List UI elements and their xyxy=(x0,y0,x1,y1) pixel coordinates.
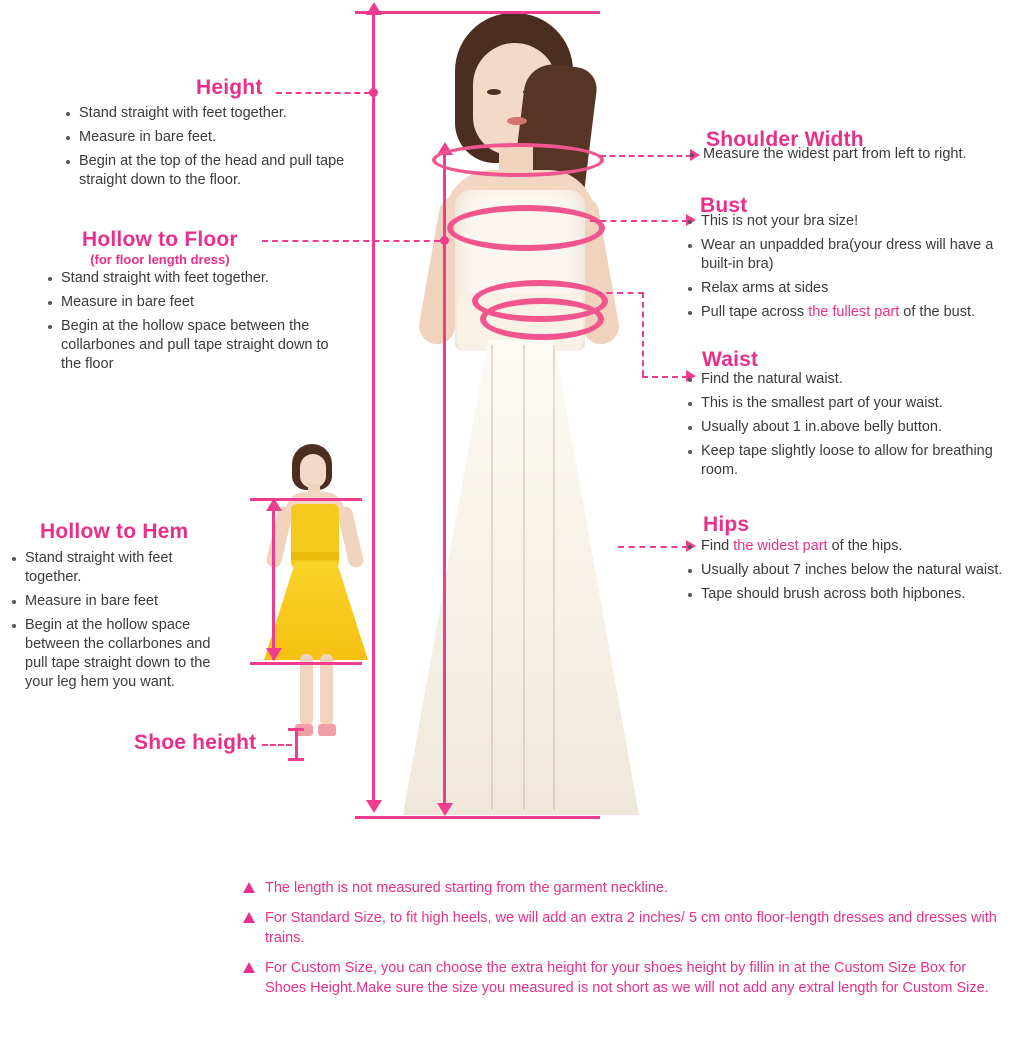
model-large-illustration xyxy=(395,5,665,835)
hips-tape xyxy=(480,298,604,340)
section-shoulder-width-list xyxy=(686,145,1006,169)
section-bust-heading: Bust xyxy=(700,194,748,217)
height-vertical-line xyxy=(372,14,375,804)
section-hips-list xyxy=(684,537,1014,609)
shoulder-width-callout-line xyxy=(600,155,692,157)
bust-item-text-prefix: Pull tape across xyxy=(701,304,809,320)
list-item: Find the natural waist. xyxy=(684,370,1014,389)
dress-skirt-shape xyxy=(403,340,639,815)
skirt-fold-shape xyxy=(523,345,525,810)
section-hollow-to-hem-list xyxy=(8,549,226,697)
skirt-fold-shape xyxy=(553,345,555,810)
eye-left-shape xyxy=(487,89,501,95)
hollow-to-floor-callout-line xyxy=(262,240,440,242)
list-item: Measure in bare feet xyxy=(44,293,334,312)
waist-callout-line-v xyxy=(642,292,644,376)
section-shoe-height xyxy=(134,731,256,755)
bust-tape xyxy=(447,205,605,251)
section-hips-heading: Hips xyxy=(703,513,750,536)
section-waist xyxy=(702,348,758,372)
list-item xyxy=(684,537,1014,556)
list-item: Begin at the hollow space between the collarbones and pull tape straight down to the your leg hem you want. xyxy=(8,616,226,692)
section-height-heading: Height xyxy=(196,76,263,99)
list-item: Begin at the top of the head and pull tape straight down to the floor. xyxy=(62,152,362,190)
hollow-to-hem-bottom-line xyxy=(250,662,362,665)
hips-item-text-suffix: of the hips. xyxy=(827,538,903,554)
section-hollow-to-floor-list xyxy=(44,269,334,379)
dress-belt-shape xyxy=(291,552,339,560)
hollow-to-hem-arrow-up xyxy=(266,498,282,511)
hollow-to-floor-arrow-down xyxy=(437,803,453,816)
list-item: Usually about 1 in.above belly button. xyxy=(684,418,1014,437)
skirt-fold-shape xyxy=(491,345,493,810)
shoe-height-bottom-tick xyxy=(288,758,304,761)
note-text: For Custom Size, you can choose the extra height for your shoes height by fillin in at the Custom Size Box for Shoes Height.Make sure the size you measured is not short as we will not add any extral length for Custom Size. xyxy=(265,960,989,996)
list-item: Wear an unpadded bra(your dress will have a built-in bra) xyxy=(684,236,1014,274)
height-arrow-up xyxy=(366,2,382,15)
list-item: This is not your bra size! xyxy=(684,212,1014,231)
hollow-to-floor-marker-dot xyxy=(440,236,449,245)
hollow-to-hem-vertical-line xyxy=(272,508,275,660)
list-item: Measure in bare feet xyxy=(8,592,226,611)
warning-triangle-icon xyxy=(243,882,255,893)
section-hollow-to-hem xyxy=(40,520,188,544)
section-hollow-to-hem-heading: Hollow to Hem xyxy=(40,520,189,543)
list-item: Relax arms at sides xyxy=(684,279,1014,298)
section-shoe-height-heading: Shoe height xyxy=(134,731,257,754)
height-marker-dot xyxy=(369,88,378,97)
section-hips xyxy=(703,513,749,537)
warning-triangle-icon xyxy=(243,962,255,973)
face-shape xyxy=(300,454,326,488)
shoe-height-callout-line xyxy=(262,744,292,746)
model-small-illustration xyxy=(250,440,390,770)
bust-callout-line xyxy=(590,220,688,222)
lips-shape xyxy=(507,117,527,125)
section-bust-list xyxy=(684,212,1014,327)
height-callout-line xyxy=(276,92,370,94)
warning-triangle-icon xyxy=(243,912,255,923)
shoulder-width-tape xyxy=(432,143,604,177)
height-top-line xyxy=(355,11,600,14)
hips-item-text-prefix: Find xyxy=(701,538,734,554)
floor-baseline xyxy=(355,816,600,819)
note-text: For Standard Size, to fit high heels, we will add an extra 2 inches/ 5 cm onto floor-length dresses and dresses with trains. xyxy=(265,910,997,946)
section-hollow-to-floor-heading: Hollow to Floor xyxy=(82,228,238,251)
list-item: Stand straight with feet together. xyxy=(8,549,226,587)
list-item: Keep tape slightly loose to allow for breathing room. xyxy=(684,442,1014,480)
list-item: Measure the widest part from left to right. xyxy=(686,145,1006,164)
bust-item-highlight: the fullest part xyxy=(808,304,900,320)
list-item: Tape should brush across both hipbones. xyxy=(684,585,1014,604)
note-item xyxy=(243,958,1003,998)
waist-callout-line-h2 xyxy=(642,376,688,378)
note-item xyxy=(243,878,1003,898)
hips-item-highlight: the widest part xyxy=(733,538,828,554)
section-hollow-to-floor-subheading: (for floor length dress) xyxy=(90,252,230,267)
section-waist-list xyxy=(684,370,1014,485)
section-height xyxy=(196,76,263,100)
section-height-list xyxy=(62,104,362,195)
hips-callout-line xyxy=(618,546,688,548)
waist-callout-line-h1 xyxy=(596,292,644,294)
list-item: Begin at the hollow space between the collarbones and pull tape straight down to the floor xyxy=(44,317,334,374)
hollow-to-floor-vertical-line xyxy=(443,152,446,807)
shoe-right-shape xyxy=(318,724,336,736)
list-item: This is the smallest part of your waist. xyxy=(684,394,1014,413)
list-item: Usually about 7 inches below the natural waist. xyxy=(684,561,1014,580)
section-shoulder-width-heading: Shoulder Width xyxy=(706,128,864,151)
note-item xyxy=(243,908,1003,948)
list-item: Stand straight with feet together. xyxy=(44,269,334,288)
section-hollow-to-floor xyxy=(82,228,238,267)
note-text: The length is not measured starting from the garment neckline. xyxy=(265,880,668,896)
bust-item-text-suffix: of the bust. xyxy=(899,304,976,320)
height-arrow-down xyxy=(366,800,382,813)
list-item xyxy=(684,303,1014,322)
shoe-height-vertical-line xyxy=(295,731,298,759)
footer-notes xyxy=(243,878,1003,1008)
hollow-to-hem-arrow-down xyxy=(266,648,282,661)
list-item: Stand straight with feet together. xyxy=(62,104,362,123)
dress-skirt-shape xyxy=(264,562,368,660)
list-item: Measure in bare feet. xyxy=(62,128,362,147)
section-waist-heading: Waist xyxy=(702,348,759,371)
